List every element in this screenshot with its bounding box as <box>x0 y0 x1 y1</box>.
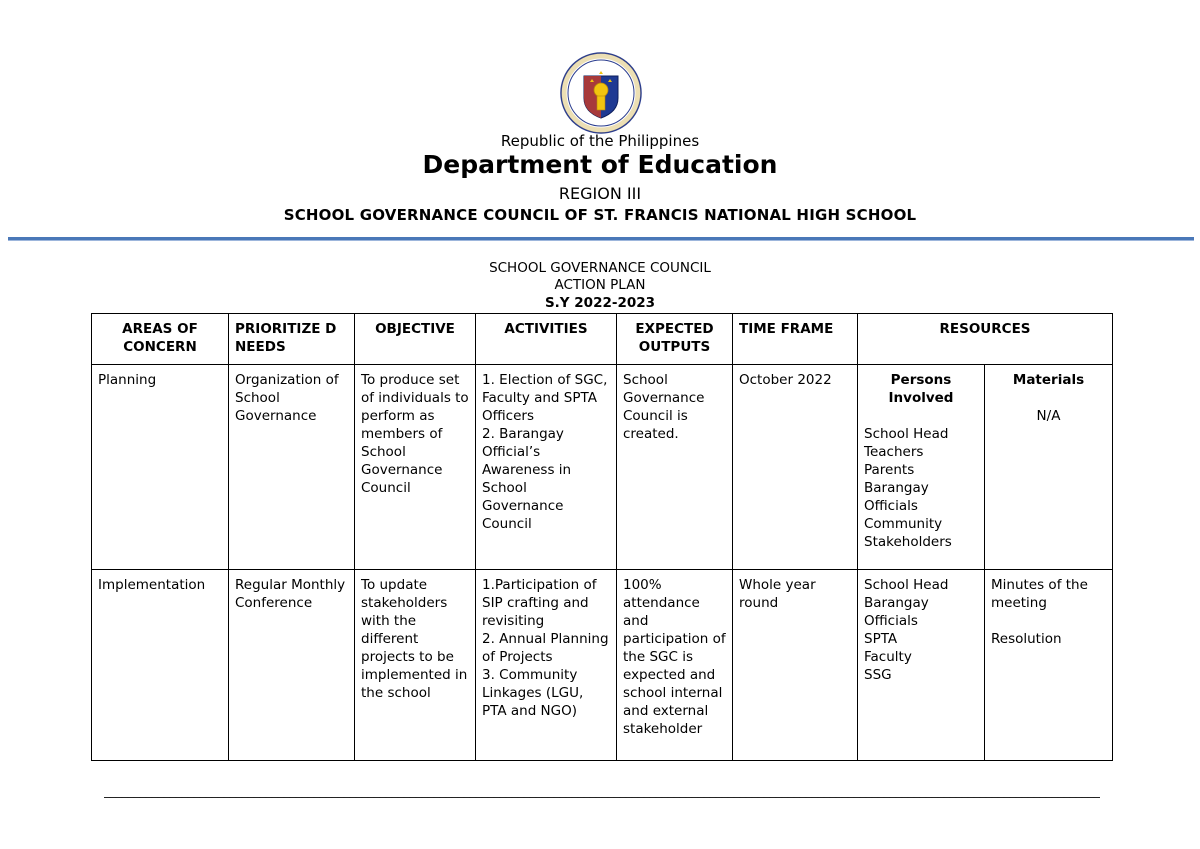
plan-title-line1: SCHOOL GOVERNANCE COUNCIL <box>489 260 711 276</box>
table-row <box>92 365 1113 570</box>
activities-cell <box>476 365 617 570</box>
materials-heading: Materials <box>1012 372 1085 388</box>
plan-school-year: S.Y 2022-2023 <box>544 295 656 311</box>
table-row <box>92 570 1113 761</box>
needs-cell: Organization of School Governance <box>229 365 355 570</box>
area-cell: Implementation <box>92 570 229 761</box>
activity-item: 2. Barangay Official’s Awareness in School Governance Council <box>482 426 572 532</box>
person-item: SSG <box>864 667 892 683</box>
material-item: N/A <box>1036 408 1061 424</box>
republic-label: Republic of the Philippines <box>500 132 700 150</box>
activities-cell <box>476 570 617 761</box>
department-title: Department of Education <box>422 150 778 179</box>
activity-item: 1. Election of SGC, Faculty and SPTA Officers <box>482 372 608 424</box>
header-areas-of-concern: AREAS OF CONCERN <box>92 314 229 365</box>
person-item: School Head <box>864 577 949 593</box>
header-divider-shadow <box>8 240 1194 241</box>
outputs-cell: School Governance Council is created. <box>617 365 733 570</box>
person-item: Community Stakeholders <box>864 516 952 550</box>
time-frame-cell: October 2022 <box>733 365 858 570</box>
header-objective: OBJECTIVE <box>355 314 476 365</box>
outputs-cell: 100% attendance and participation of the SGC is expected and school internal and external stakeholder <box>617 570 733 761</box>
activity-item: 3. Community Linkages (LGU, PTA and NGO) <box>482 667 584 719</box>
material-item: Minutes of the meeting <box>991 577 1088 611</box>
person-item: Barangay Officials <box>864 480 929 514</box>
person-item: Teachers <box>864 444 924 460</box>
persons-involved-cell <box>858 365 985 570</box>
area-cell: Planning <box>92 365 229 570</box>
person-item: School Head <box>864 426 949 442</box>
header-time-frame: TIME FRAME <box>733 314 858 365</box>
time-frame-cell: Whole year round <box>733 570 858 761</box>
council-name: SCHOOL GOVERNANCE COUNCIL OF ST. FRANCIS NATIONAL HIGH SCHOOL <box>283 206 917 224</box>
objective-cell: To update stakeholders with the different projects to be implemented in the school <box>355 570 476 761</box>
person-item: Faculty <box>864 649 912 665</box>
person-item: SPTA <box>864 631 898 647</box>
needs-cell: Regular Monthly Conference <box>229 570 355 761</box>
region-label: REGION III <box>558 184 642 203</box>
plan-title-line2: ACTION PLAN <box>554 277 646 293</box>
header-expected-outputs: EXPECTED OUTPUTS <box>617 314 733 365</box>
activity-item: 2. Annual Planning of Projects <box>482 631 609 665</box>
footer-dashed-line: ______________________________________________________________________________________________________________________________________________________________________ <box>104 784 1100 798</box>
table-header-row <box>92 314 1113 365</box>
header-resources: RESOURCES <box>858 314 1113 365</box>
material-item: Resolution <box>991 631 1062 647</box>
header-prioritized-needs: PRIORITIZE D NEEDS <box>229 314 355 365</box>
header-activities: ACTIVITIES <box>476 314 617 365</box>
person-item: Parents <box>864 462 915 478</box>
persons-involved-cell <box>858 570 985 761</box>
objective-cell: To produce set of individuals to perform as members of School Governance Council <box>355 365 476 570</box>
action-plan-table <box>91 313 1113 761</box>
materials-cell <box>985 365 1113 570</box>
deped-seal-logo <box>560 52 642 134</box>
materials-cell <box>985 570 1113 761</box>
persons-involved-heading: Persons Involved <box>888 372 954 406</box>
activity-item: 1.Participation of SIP crafting and revisiting <box>482 577 597 629</box>
person-item: Barangay Officials <box>864 595 929 629</box>
